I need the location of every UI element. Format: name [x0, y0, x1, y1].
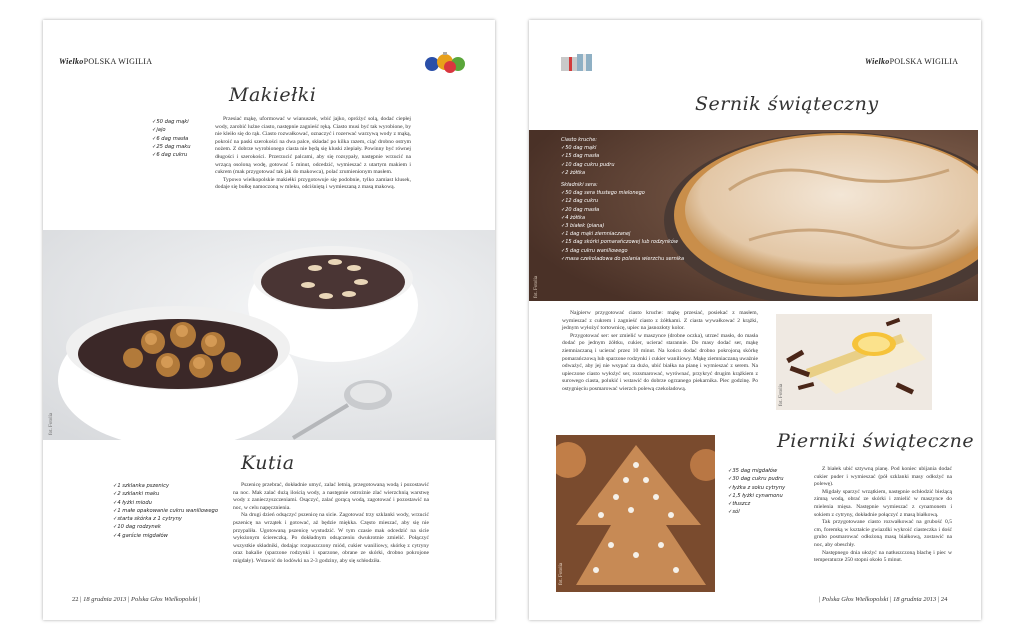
pierniki-photo — [556, 435, 715, 592]
sernik-photo — [529, 130, 978, 301]
photo-credit: fot. Fotolia — [49, 412, 54, 435]
gift-boxes-icon — [559, 51, 595, 73]
right-page — [529, 20, 981, 620]
kutia-body: Pszenicę przebrać, dokładnie umyć, zalać letnią, przegotowaną wodą i pozostawić na noc. Mak zalać dużą ilością wody, a następnie ostrożnie zlać wierzchnią warstwę wody z zanieczyszczeniami. Osączyć, zalać gorącą wodą, zagotować i pozostawić na noc, w celu napęcznienia. Na drugi dzień odsączyć pszenicę na sicie. Zagotować trzy szklanki wody, wrzucić pszenicę na wrzątek i gotować, aż będzie miękka. Często mieszać, aby się nie przypaliła. Ugotowaną pszenicę wystudzić. W tym czasie mak odcedzić na sicie wyłożonym ściereczką. Po dokładnym odsączeniu dwukrotnie zmielić. Połączyć wszystkie składniki, dodając rozpuszczony miód, cukier waniliowy, skórkę z cytryny oraz bakalie (sparzone rodzynki i sparzone, obrane ze skórki, drobno pokrojone migdały). Wstawić do lodówki na 2-3 godziny, aby się schłodziła. — [233, 482, 429, 564]
cake-slice-photo — [776, 314, 932, 410]
page-footer: | Polska Głos Wielkopolski | 18 grudnia 2013 | 24 — [819, 596, 948, 603]
ingredient-item: ✓ sól — [728, 508, 785, 516]
ingredient-item: ✓ 1 szklanka pszenicy — [113, 482, 218, 490]
ingredient-item: ✓ 50 dag sera tłustego mielonego — [561, 189, 684, 197]
ingredient-item: ✓ 4 łyżki miodu — [113, 499, 218, 507]
ingredient-item: ✓ masa czekoladowa do polania wierzchu sernika — [561, 255, 684, 263]
pierniki-body: Z białek ubić sztywną pianę. Pod koniec ubijania dodać cukier puder i wymieszać (pół szklanki masy odłożyć na polewę). Migdały sparzyć wrzątkiem, następnie ochłodzić bieżącą zimną wodą, obrać ze skórki i zmielić w maszynce do mielenia mięsa. Następnie wymieszać z cynamonem i sokiem z cytryny, dokładnie połączyć z masą białkową. Tak przygotowane ciasto rozwałkować na grubość 0,5 cm, foremką w kształcie gwiazdki wykroić ciasteczka i dość grubo posmarować odłożoną masą białkową, zostawić na noc, aby obeschły. Następnego dnia ułożyć na natłuszczoną blachę i piec w temperaturze 250 stopni około 5 minut. — [814, 466, 952, 564]
kutia-ingredients — [113, 482, 218, 540]
ingredient-item: ✓ 30 dag cukru pudru — [728, 475, 785, 483]
ingredient-item: ✓ 1 dag mąki ziemniaczanej — [561, 230, 684, 238]
pierniki-ingredients — [728, 467, 785, 517]
ingredient-item: ✓ 50 dag mąki — [561, 144, 684, 152]
ingredient-item: ✓ 6 dag cukru — [152, 151, 191, 159]
sernik-body: Najpierw przygotować ciasto kruche: mąkę przesiać, posiekać z masłem, wymieszać z cukrem i zagnieść ciasto z żółtkami. Z ciasta wywałkować 2 krążki, jednym wyłożyć tortownicę, upiec na jasnozłoty kolor. Przygotować ser: ser zmielić w maszynce (drobne oczka), utrzeć masło, do masła dodać po jednym żółtku, cukier, ucierać starannie. Do masy dodać ser, mąkę ziemniaczaną i ucierać przez 10 minut. Na końcu dodać drobno pokrojoną skórkę pomarańczową lub sparzone rodzynki i cukier waniliowy. Mąkę ziemniaczaną uważnie odważyć, aby jej nie wsypać za dużo, ubić białka na pianę i wymieszać z serem. Na upieczone ciasto wyłożyć ser, rozsmarować, wyrównać, przykryć drugim krążkiem z surowego ciasta, polukić i wstawić do dobrze ogrzanego piekarnika. Piec godzinę. Po ostygnięciu posmarować wierzch polewą czekoladową. — [562, 310, 758, 392]
makielki-title: Makiełki — [229, 84, 317, 106]
makielki-ingredients — [152, 118, 191, 159]
ingredient-item: ✓ 20 dag masła — [561, 206, 684, 214]
sernik-title: Sernik świąteczny — [695, 93, 879, 115]
sernik-ingredients: Ciasto kruche: ✓ 50 dag mąki ✓ 15 dag masła ✓ 10 dag cukru pudru ✓ 2 żółtka Składniki sera: ✓ 50 dag sera tłustego mielonego ✓ 12 dag cukru ✓ 20 dag masła ✓ 4 żółtka ✓ 3 białek (piana) ✓ 1 dag mąki ziemniaczanej ✓ 15 dag skórki pomarańczowej lub rodzynków ✓ 5 dag cukru waniliowego ✓ masa czekoladowa do polania wierzchu sernika — [561, 136, 684, 263]
ingredient-item: ✓ 2 szklanki maku — [113, 490, 218, 498]
ingredient-item: ✓ 50 dag mąki — [152, 118, 191, 126]
ingredient-item: ✓ 3 białek (piana) — [561, 222, 684, 230]
ingredient-item: ✓ starta skórka z 1 cytryny — [113, 515, 218, 523]
ingredient-item: ✓ 1 małe opakowanie cukru waniliowego — [113, 507, 218, 515]
makielki-body: Przesiać mąkę, uformować w wianuszek, wbić jajko, opróżyć solą, dodać ciepłej wody, zarobić luźne ciasto, następnie zagnieść ręką. Ciasto musi być tak wyrobione, by nie kleiło się do rąk. Ciasto rozwałkować, oznaczyć i rozerwać warzywą wody z mąką, pokroić na paski szerokości na dwa palce, składać po kilka razem, ciąć drobno ostrym nożem. Z dobrze wyrobionego ciasta nie będą się kluski zlepiały. Powinny być równej długości i szerokości. Przerzucić palcami, aby się rozsypały, następnie wrzucić na wrzącą osoloną wodę, gotować 5 minut, odcedzić, wymieszać z utartym makiem i cukrem (mak przygotować tak jak do makowca), polać zrumienionym masłem. Typowo wielkopolskie makiełki przygotowuje się podobnie, tylko zamiast klusek, dodaje się bułkę namoczoną w mleku, odciśniętą i wymieszaną z masą makową. — [215, 116, 411, 191]
page-header: WielkoPOLSKA WIGILIA — [59, 57, 153, 66]
page-footer: 22 | 18 grudnia 2013 | Polska Głos Wielkopolski | — [72, 596, 201, 603]
ingredient-item: ✓ 12 dag cukru — [561, 197, 684, 205]
photo-credit: fot. Fotolia — [559, 562, 564, 585]
ingredient-item: ✓ 10 dag rodzynek — [113, 523, 218, 531]
photo-credit: fot. Fotolia — [534, 275, 539, 298]
ingredient-item: ✓ 25 dag maku — [152, 143, 191, 151]
pierniki-title: Pierniki świąteczne — [777, 430, 975, 452]
ingredient-item: ✓ 6 dag masła — [152, 135, 191, 143]
ingredient-item: ✓ 15 dag skórki pomarańczowej lub rodzynków — [561, 238, 684, 246]
ingredient-item: ✓ 4 żółtka — [561, 214, 684, 222]
kutia-photo — [43, 230, 495, 440]
ingredient-item: ✓ 5 dag cukru waniliowego — [561, 247, 684, 255]
kutia-title: Kutia — [241, 452, 295, 474]
ingredient-item: ✓ 4 garście migdałów — [113, 532, 218, 540]
left-page — [43, 20, 495, 620]
ingredient-item: ✓ tłuszcz — [728, 500, 785, 508]
ingredient-item: ✓ 15 dag masła — [561, 152, 684, 160]
page-header: WielkoPOLSKA WIGILIA — [865, 57, 959, 66]
ingredient-item: ✓ 10 dag cukru pudru — [561, 161, 684, 169]
ingredient-item: ✓ 1,5 łyżki cynamonu — [728, 492, 785, 500]
ingredient-item: ✓ jajo — [152, 126, 191, 134]
ingredient-item: ✓ łyżka z soku cytryny — [728, 484, 785, 492]
ingredient-item: ✓ 35 dag migdałów — [728, 467, 785, 475]
christmas-baubles-icon — [423, 51, 469, 75]
ingredient-item: ✓ 2 żółtka — [561, 169, 684, 177]
photo-credit: fot. Fotolia — [779, 383, 784, 406]
